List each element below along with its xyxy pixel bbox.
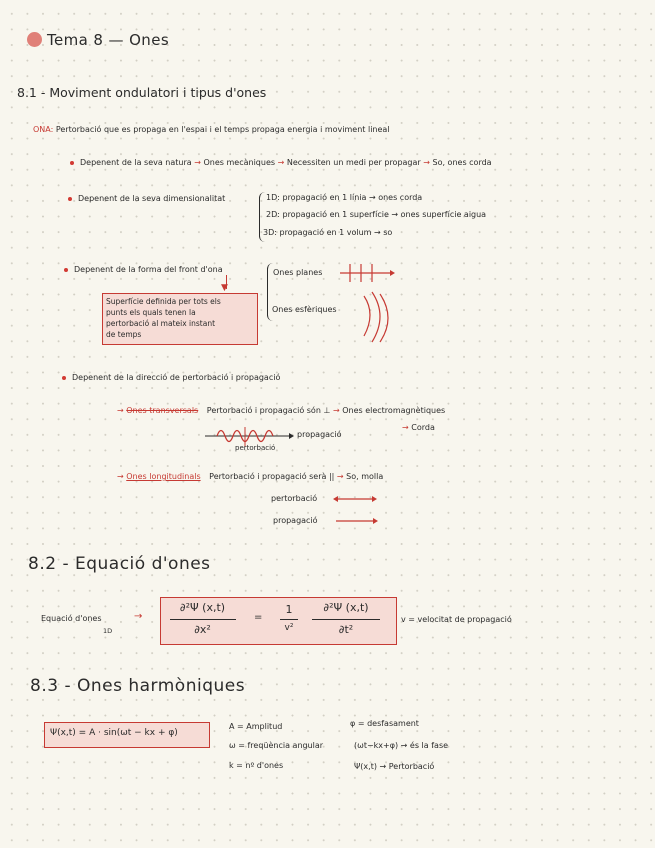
def-phase-shift: φ = desfasament (350, 719, 419, 728)
rhs-coef-denominator: v² (284, 623, 294, 633)
bullet-direction (62, 376, 66, 380)
dimension-lead: Depenent de la seva dimensionalitat (78, 194, 226, 203)
transverse-perturbation: pertorbació (235, 444, 276, 452)
lhs-numerator: ∂²Ψ (x,t) (179, 601, 226, 614)
front-lead: Depenent de la forma del front d'ona (74, 265, 223, 274)
transverse-example-2-line (402, 423, 435, 432)
arrow-icon: → (277, 158, 287, 167)
arrow-down-icon: ▼ (221, 283, 228, 293)
equals-sign: = (254, 612, 263, 623)
def-amplitude: A = Amplitud (229, 722, 283, 731)
def-wave-number: k = nº d'ones (229, 761, 284, 770)
rhs-coef-line (280, 619, 298, 620)
longitudinal-line (117, 472, 383, 481)
velocity-definition: v = velocitat de propagació (401, 615, 512, 624)
dimension-2d: 2D: propagació en 1 superfície → ones superfície aigua (266, 210, 487, 219)
bullet-dimension (68, 197, 72, 201)
section-8-3-title: 8.3 - Ones harmòniques (30, 676, 246, 696)
title-dot (27, 32, 42, 47)
definition-ona (33, 125, 390, 134)
arrow-icon: → (336, 472, 347, 481)
rhs-denominator: ∂t² (338, 623, 354, 636)
arrow-icon: → (134, 611, 143, 622)
transverse-example-1: Ones electromagnètiques (342, 406, 446, 415)
longitudinal-example: So, molla (346, 472, 384, 481)
plane-wave-icon (340, 262, 400, 284)
nature-end: So, ones corda (432, 158, 492, 167)
arrow-icon: → (332, 406, 343, 415)
arrow-icon: → (402, 423, 412, 432)
bullet-front (64, 268, 68, 272)
longitudinal-propagation: propagació (273, 516, 318, 525)
propagation-arrow-icon (336, 516, 380, 526)
arrow-icon: → (117, 472, 127, 481)
nature-mid: Ones mecàniques (203, 158, 276, 167)
nature-tail: Necessiten un medi per propagar (286, 158, 421, 167)
front-definition-line-2: punts els quals tenen la (106, 308, 196, 317)
rhs-coef-numerator: 1 (285, 603, 293, 616)
longitudinal-label: Ones longitudinals (126, 472, 201, 481)
definition-text: Pertorbació que es propaga en l'espai i el temps propaga energia i moviment lineal (55, 125, 390, 134)
def-angular-frequency: ω = freqüència angular (229, 741, 324, 750)
double-arrow-icon (333, 494, 379, 504)
equation-subscript: 1D (103, 627, 113, 635)
nature-line (80, 158, 492, 167)
front-definition-line-4: de temps (106, 330, 142, 339)
dimension-1d: 1D: propagació en 1 línia → ones corda (266, 193, 423, 202)
definition-label: ONA: (33, 125, 54, 134)
transverse-text: Pertorbació i propagació són ⊥ (206, 406, 331, 415)
rhs-fraction-line (312, 619, 380, 620)
arrow-icon: → (194, 158, 204, 167)
spherical-wave-icon (358, 292, 398, 344)
transverse-propagation: propagació (297, 430, 342, 439)
front-definition-line-1: Superfície definida per tots els (106, 297, 221, 306)
section-8-1-title: 8.1 - Moviment ondulatori i tipus d'ones (17, 85, 267, 100)
equation-label: Equació d'ones (41, 614, 102, 623)
nature-lead: Depenent de la seva natura (80, 158, 192, 167)
longitudinal-perturbation: pertorbació (271, 494, 318, 503)
lhs-fraction-line (170, 619, 236, 620)
def-perturbation: Ψ(x,t) → Pertorbació (354, 762, 435, 771)
transverse-example-2: Corda (411, 423, 435, 432)
arrow-icon: → (423, 158, 433, 167)
dimension-3d: 3D: propagació en 1 volum → so (263, 228, 393, 237)
transverse-label: Ones transversals (126, 406, 199, 415)
arrow-icon: → (117, 406, 127, 415)
def-phase: (ωt−kx+φ) → és la fase (354, 741, 449, 750)
lhs-denominator: ∂x² (194, 623, 211, 636)
page-title: Tema 8 — Ones (47, 31, 170, 49)
longitudinal-text: Pertorbació i propagació serà || (209, 472, 335, 481)
direction-lead: Depenent de la direcció de pertorbació i propagació (72, 373, 281, 382)
harmonic-formula: Ψ(x,t) = A · sin(ωt − kx + φ) (50, 728, 178, 738)
wave-planes: Ones planes (273, 268, 323, 277)
rhs-numerator: ∂²Ψ (x,t) (323, 601, 369, 614)
wave-spherical: Ones esfèriques (272, 305, 337, 314)
front-definition-line-3: pertorbació al mateix instant (106, 319, 216, 328)
section-8-2-title: 8.2 - Equació d'ones (28, 554, 211, 574)
bullet-nature (70, 161, 74, 165)
transverse-line (117, 406, 445, 415)
